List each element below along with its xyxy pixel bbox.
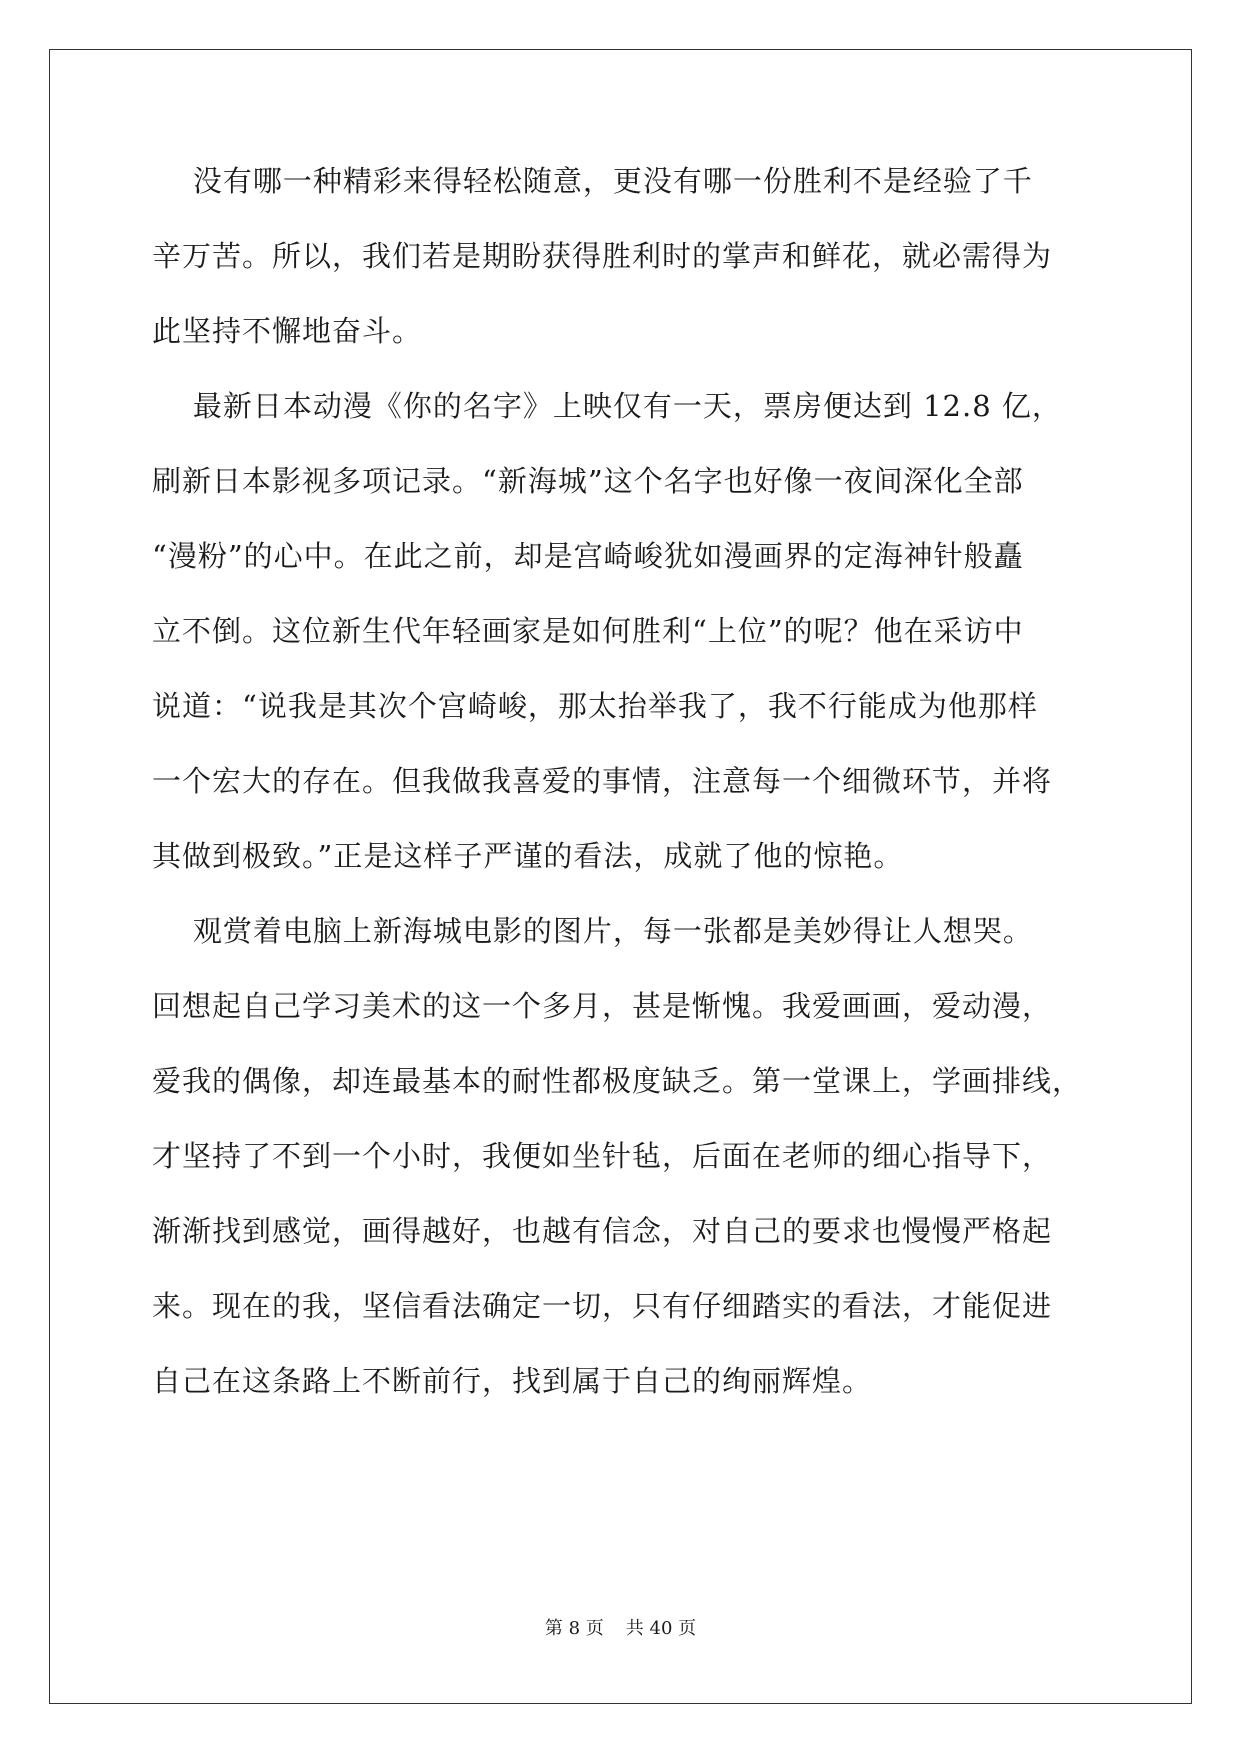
page-footer bbox=[0, 1617, 1241, 1641]
text-line: 来。现在的我，坚信看法确定一切，只有仔细踏实的看法，才能促进 bbox=[152, 1289, 1053, 1323]
text-line: 说道：“说我是其次个宫崎峻，那太抬举我了，我不行能成为他那样 bbox=[152, 689, 1038, 723]
text-line: 观赏着电脑上新海城电影的图片，每一张都是美妙得让人想哭。 bbox=[152, 914, 1033, 948]
text-line: 立不倒。这位新生代年轻画家是如何胜利“上位”的呢？他在采访中 bbox=[152, 614, 1024, 648]
text-line: 辛万苦。所以，我们若是期盼获得胜利时的掌声和鲜花，就必需得为 bbox=[152, 239, 1053, 273]
page-border bbox=[49, 49, 1192, 1704]
text-line: 此坚持不懈地奋斗。 bbox=[152, 314, 423, 348]
text-line: 一个宏大的存在。但我做我喜爱的事情，注意每一个细微环节，并将 bbox=[152, 764, 1053, 798]
text-line: 爱我的偶像，却连最基本的耐性都极度缺乏。第一堂课上，学画排线， bbox=[152, 1064, 1083, 1098]
text-line: 刷新日本影视多项记录。“新海城”这个名字也好像一夜间深化全部 bbox=[152, 464, 1024, 498]
text-line: “漫粉”的心中。在此之前，却是宫崎峻犹如漫画界的定海神针般矗 bbox=[152, 539, 1024, 573]
text-line: 没有哪一种精彩来得轻松随意，更没有哪一份胜利不是经验了千 bbox=[152, 164, 1033, 198]
text-line: 渐渐找到感觉，画得越好，也越有信念，对自己的要求也慢慢严格起 bbox=[152, 1214, 1053, 1248]
text-line: 回想起自己学习美术的这一个多月，甚是惭愧。我爱画画，爱动漫， bbox=[152, 989, 1053, 1023]
page-number: 第 8 页 bbox=[544, 1618, 604, 1639]
text-line: 才坚持了不到一个小时，我便如坐针毡，后面在老师的细心指导下， bbox=[152, 1139, 1053, 1173]
text-line: 其做到极致。”正是这样子严谨的看法，成就了他的惊艳。 bbox=[152, 839, 904, 873]
text-line: 最新日本动漫《你的名字》上映仅有一天，票房便达到 12.8 亿， bbox=[152, 389, 1062, 423]
text-line: 自己在这条路上不断前行，找到属于自己的绚丽辉煌。 bbox=[152, 1364, 873, 1398]
page-total: 共 40 页 bbox=[625, 1618, 697, 1639]
